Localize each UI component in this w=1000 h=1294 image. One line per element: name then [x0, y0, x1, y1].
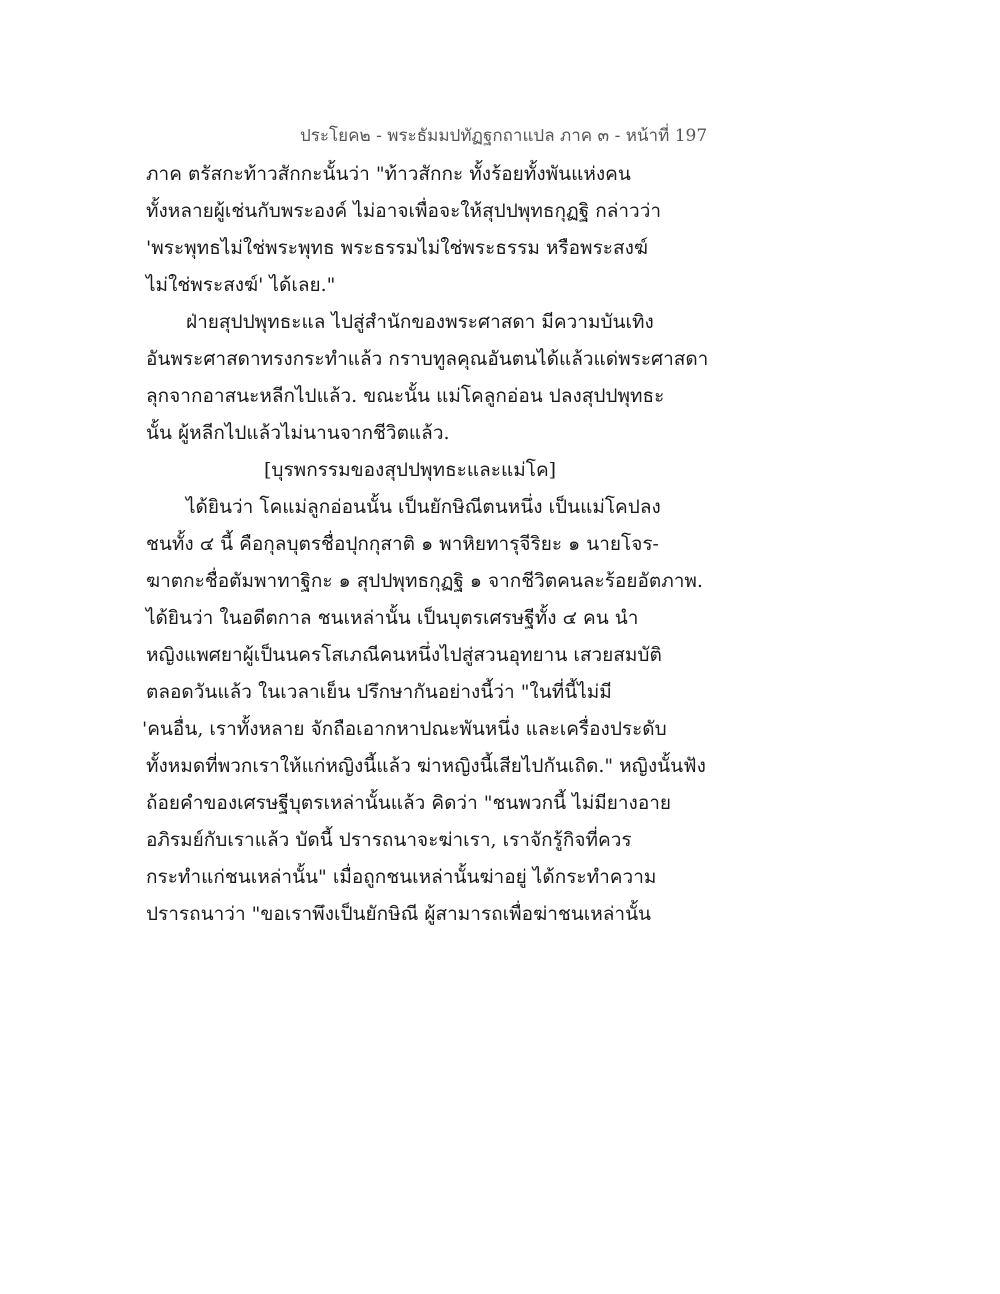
- text-line: ปรารถนาว่า "ขอเราพึงเป็นยักษิณี ผู้สามารถเพื่อฆ่าชนเหล่านั้น: [146, 903, 652, 925]
- paragraph-start-line: ฝ่ายสุปปพุทธะแล ไปสู่สำนักของพระศาสดา มีความบันเทิง: [186, 311, 654, 333]
- text-line: ตลอดวันแล้ว ในเวลาเย็น ปรึกษากันอย่างนี้ว่า "ในที่นี้ไม่มี: [146, 681, 612, 703]
- text-line: 'คนอื่น, เราทั้งหลาย จักถือเอากหาปณะพันหนึ่ง และเครื่องประดับ: [142, 718, 667, 740]
- text-line: ทั้งหมดที่พวกเราให้แก่หญิงนี้แล้ว ฆ่าหญิงนี้เสียไปกันเถิด." หญิงนั้นฟัง: [146, 755, 706, 777]
- paragraph-start-line: ได้ยินว่า โคแม่ลูกอ่อนนั้น เป็นยักษิณีตนหนึ่ง เป็นแม่โคปลง: [186, 496, 661, 518]
- text-line: หญิงแพศยาผู้เป็นนครโสเภณีคนหนึ่งไปสู่สวนอุทยาน เสวยสมบัติ: [146, 644, 662, 666]
- text-line: อันพระศาสดาทรงกระทำแล้ว กราบทูลคุณอันตนได้แล้วแด่พระศาสดา: [146, 348, 709, 370]
- text-line: ชนทั้ง ๔ นี้ คือกุลบุตรชื่อปุกกุสาติ ๑ พาหิยทารุจีริยะ ๑ นายโจร-: [146, 533, 659, 555]
- text-line: กระทำแก่ชนเหล่านั้น" เมื่อถูกชนเหล่านั้นฆ่าอยู่ ได้กระทำความ: [146, 866, 657, 888]
- text-line: ไม่ใช่พระสงฆ์' ได้เลย.": [146, 274, 336, 296]
- text-line: ได้ยินว่า ในอดีตกาล ชนเหล่านั้น เป็นบุตรเศรษฐีทั้ง ๔ คน นำ: [146, 607, 639, 629]
- section-heading: [บุรพกรรมของสุปปพุทธะและแม่โค]: [264, 459, 557, 481]
- body-text: [142, 156, 746, 933]
- text-line: ฆาตกะชื่อตัมพาทาฐิกะ ๑ สุปปพุทธกุฏฐิ ๑ จากชีวิตคนละร้อยอัตภาพ.: [146, 570, 703, 592]
- text-line: นั้น ผู้หลีกไปแล้วไม่นานจากชีวิตแล้ว.: [146, 422, 450, 444]
- text-line: ถ้อยคำของเศรษฐีบุตรเหล่านั้นแล้ว คิดว่า "ชนพวกนี้ ไม่มียางอาย: [146, 792, 672, 814]
- text-line: ทั้งหลายผู้เช่นกับพระองค์ ไม่อาจเพื่อจะให้สุปปพุทธกุฏฐิ กล่าวว่า: [146, 200, 662, 222]
- text-line: ภาค ตรัสกะท้าวสักกะนั้นว่า "ท้าวสักกะ ทั้งร้อยทั้งพันแห่งคน: [146, 163, 631, 185]
- text-line: อภิรมย์กับเราแล้ว บัดนี้ ปรารถนาจะฆ่าเรา, เราจักรู้กิจที่ควร: [146, 829, 632, 851]
- text-line: 'พระพุทธไม่ใช่พระพุทธ พระธรรมไม่ใช่พระธรรม หรือพระสงฆ์: [146, 237, 648, 259]
- running-header: ประโยค๒ - พระธัมมปทัฏฐกถาแปล ภาค ๓ - หน้าที่ 197: [300, 126, 708, 146]
- text-line: ลุกจากอาสนะหลีกไปแล้ว. ขณะนั้น แม่โคลูกอ่อน ปลงสุปปพุทธะ: [146, 385, 665, 407]
